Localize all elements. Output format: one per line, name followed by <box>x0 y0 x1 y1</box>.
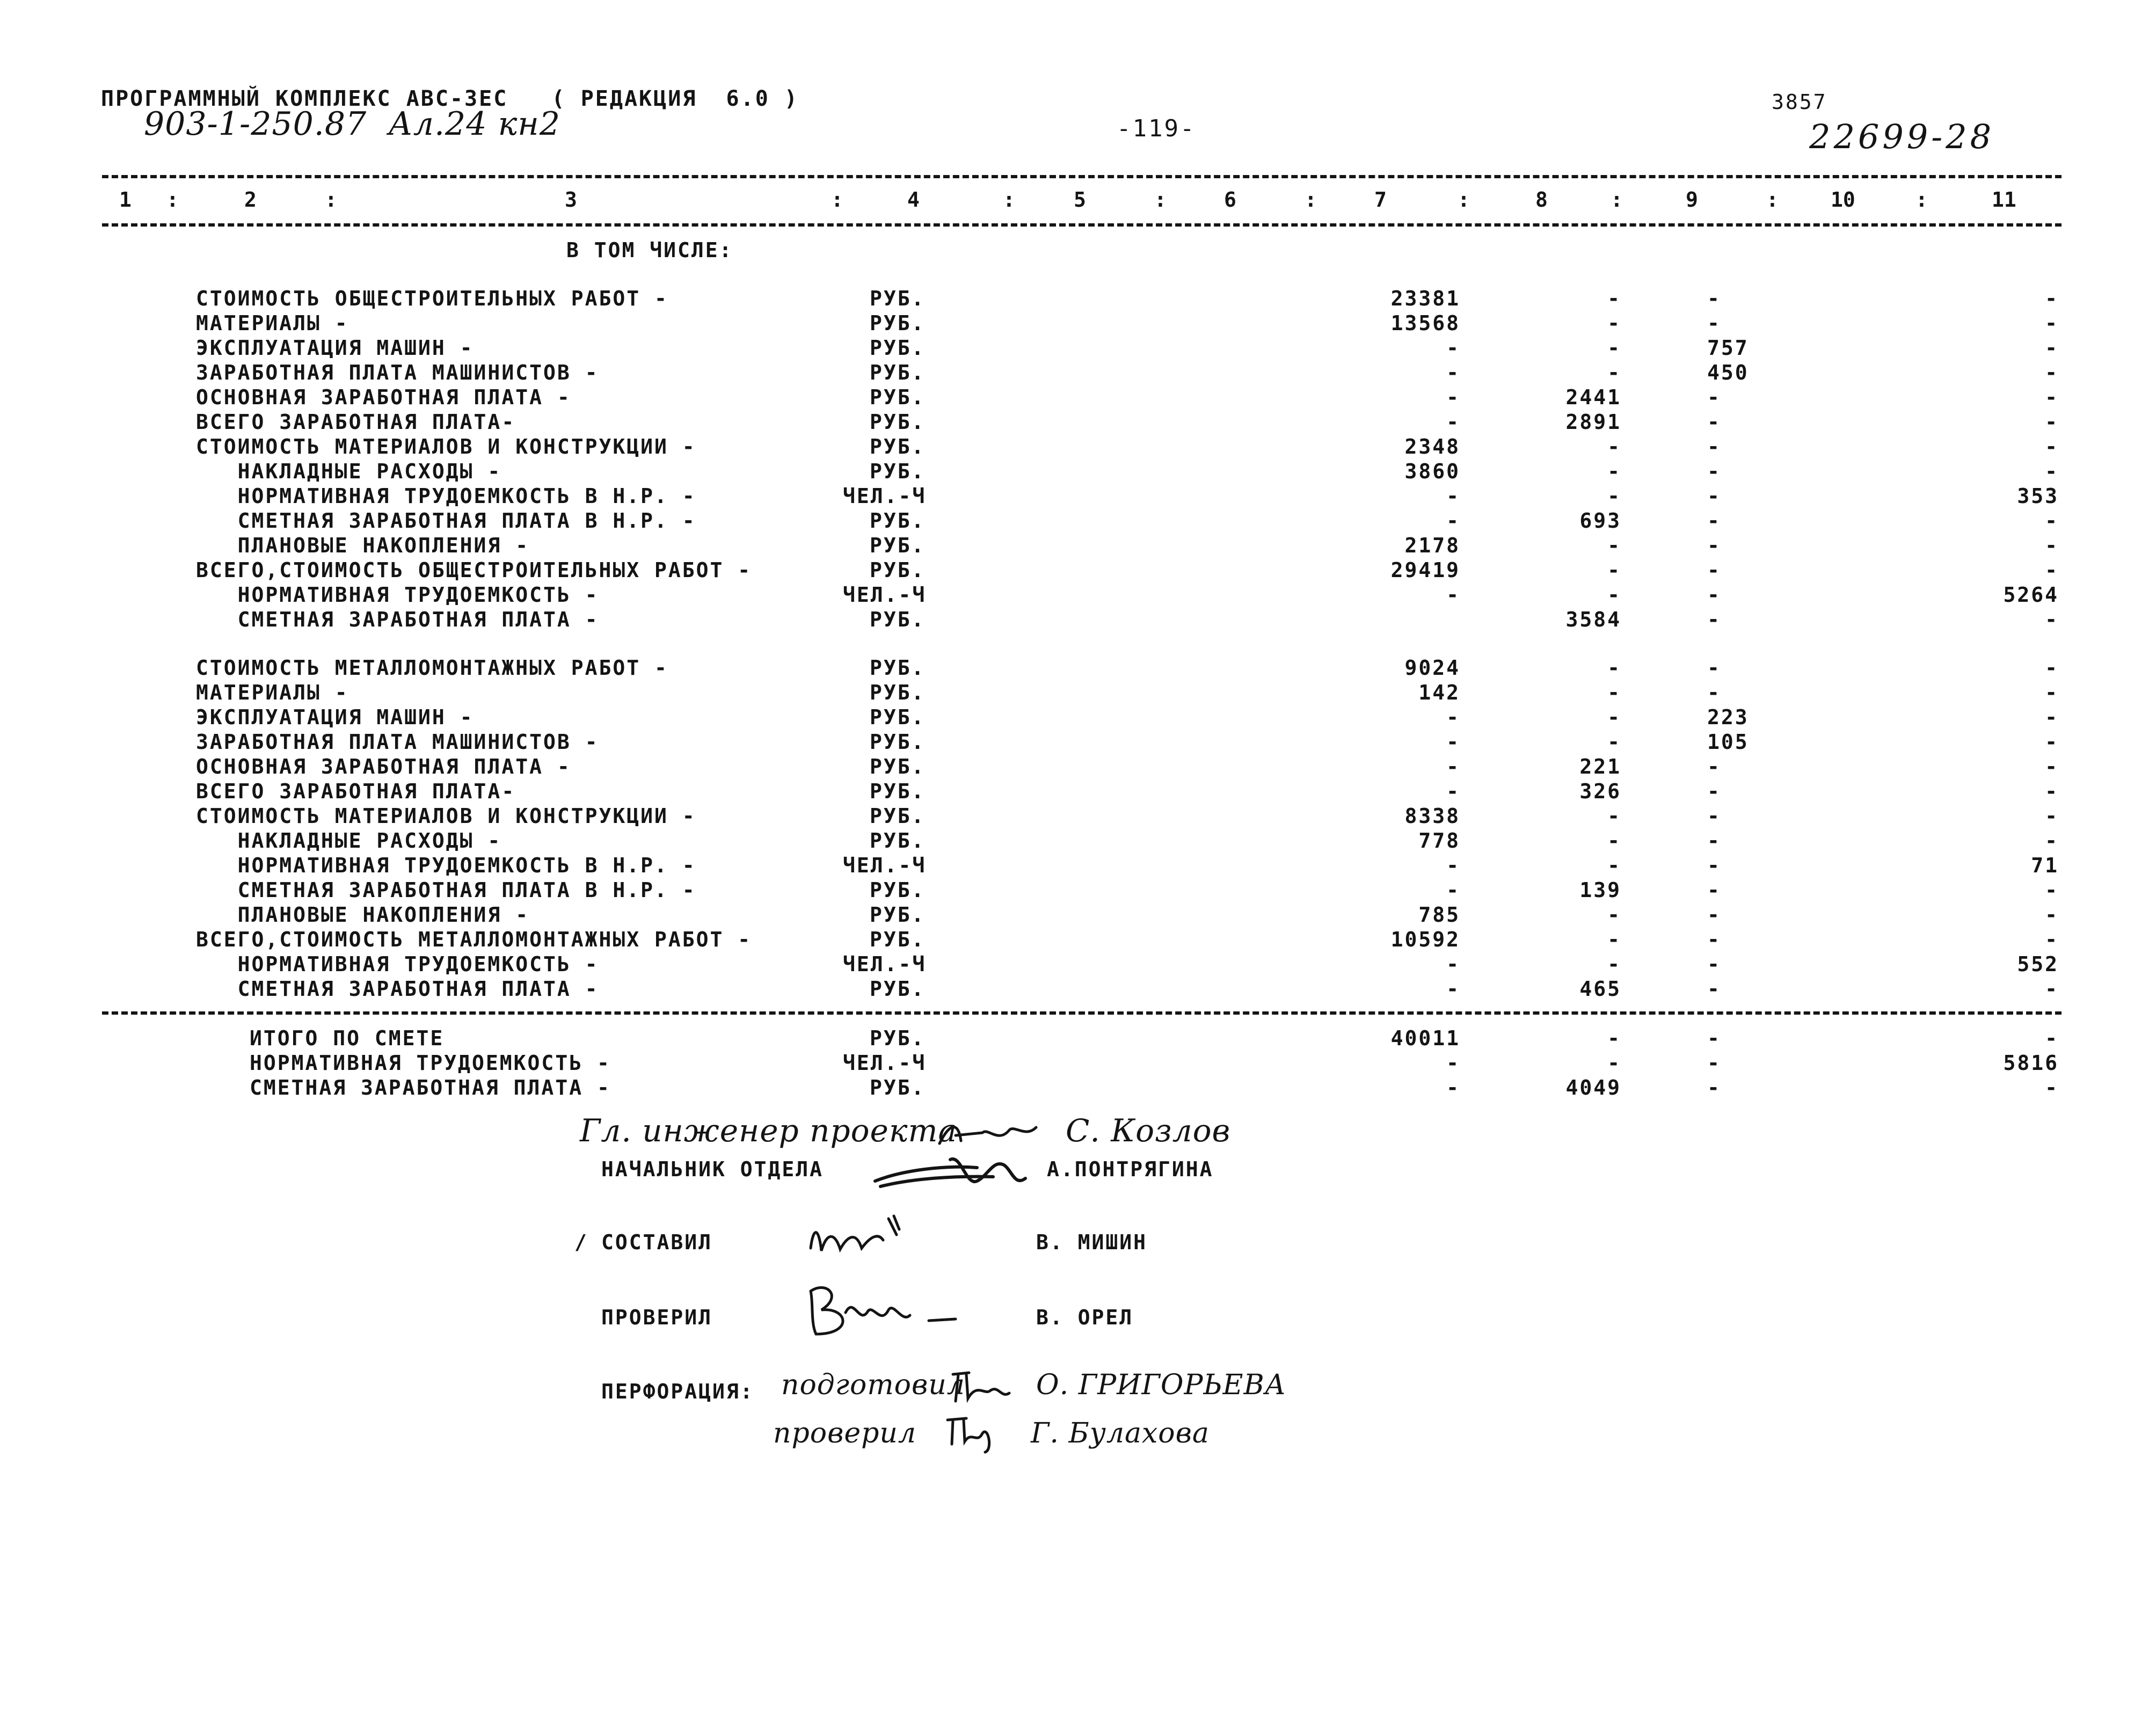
cell-col8: - <box>1607 484 1621 508</box>
row-unit: РУБ. <box>870 534 926 557</box>
cell-col8: 3584 <box>1565 608 1621 631</box>
cell-col8: - <box>1607 1051 1621 1075</box>
row-unit: ЧЕЛ.-Ч <box>843 854 927 877</box>
perforation-checked-name: Г. Булахова <box>1031 1417 1210 1449</box>
cell-col8: 139 <box>1579 878 1621 902</box>
row-label: СТОИМОСТЬ МАТЕРИАЛОВ И КОНСТРУКЦИИ - <box>196 435 696 458</box>
cell-col8: - <box>1607 656 1621 680</box>
cell-col11: - <box>2045 977 2059 1001</box>
cell-col11: - <box>2045 361 2059 384</box>
table-row <box>0 878 2156 903</box>
cell-col8: - <box>1607 287 1621 310</box>
cell-col9: - <box>1707 854 1721 877</box>
table-row <box>0 755 2156 779</box>
cell-col7: - <box>1446 854 1460 877</box>
row-unit: ЧЕЛ.-Ч <box>843 1051 927 1075</box>
perforation-label: ПЕРФОРАЦИЯ: <box>601 1380 754 1403</box>
row-label: СМЕТНАЯ ЗАРАБОТНАЯ ПЛАТА - <box>196 977 599 1001</box>
cell-col11: - <box>2045 435 2059 458</box>
column-number: 2 <box>244 188 257 212</box>
table-row <box>0 410 2156 435</box>
cell-col11: - <box>2045 311 2059 335</box>
row-label: ОСНОВНАЯ ЗАРАБОТНАЯ ПЛАТА - <box>196 385 571 409</box>
dept-head-label: НАЧАЛЬНИК ОТДЕЛА <box>601 1157 824 1181</box>
cell-col7: - <box>1446 410 1460 434</box>
table-row <box>0 1051 2156 1076</box>
row-unit: РУБ. <box>870 779 926 803</box>
cell-col9: - <box>1707 311 1721 335</box>
table-row <box>0 460 2156 484</box>
row-label: ЗАРАБОТНАЯ ПЛАТА МАШИНИСТОВ - <box>196 361 599 384</box>
cell-col7: - <box>1446 977 1460 1001</box>
row-label: НОРМАТИВНАЯ ТРУДОЕМКОСТЬ - <box>196 952 599 976</box>
chief-engineer-title: Гл. инженер проекта <box>580 1112 958 1149</box>
cell-col11: - <box>2045 1076 2059 1099</box>
cell-col7: - <box>1446 705 1460 729</box>
cell-col11: 71 <box>2031 854 2059 877</box>
cell-col11: - <box>2045 534 2059 557</box>
cell-col7: 40011 <box>1390 1026 1460 1050</box>
metal-works-block <box>0 656 2156 1005</box>
compiled-signature <box>803 1211 910 1264</box>
column-number: 11 <box>1992 188 2016 212</box>
row-unit: РУБ. <box>870 705 926 729</box>
cell-col7: 10592 <box>1390 928 1460 951</box>
cell-col7: - <box>1446 878 1460 902</box>
row-label: СМЕТНАЯ ЗАРАБОТНАЯ ПЛАТА - <box>196 608 599 631</box>
compiled-label: СОСТАВИЛ <box>601 1230 713 1254</box>
cell-col9: - <box>1707 608 1721 631</box>
cell-col8: - <box>1607 705 1621 729</box>
totals-rule <box>102 1011 2062 1015</box>
cell-col7: - <box>1446 952 1460 976</box>
cell-col7: 3860 <box>1404 460 1460 483</box>
cell-col9: - <box>1707 509 1721 533</box>
table-row <box>0 336 2156 361</box>
row-unit: РУБ. <box>870 1026 926 1050</box>
checked-signature <box>795 1280 972 1345</box>
table-row <box>0 311 2156 336</box>
row-unit: ЧЕЛ.-Ч <box>843 583 927 607</box>
table-row <box>0 1026 2156 1051</box>
table-row <box>0 903 2156 928</box>
cell-col9: - <box>1707 435 1721 458</box>
table-row <box>0 779 2156 804</box>
cell-col7: - <box>1446 779 1460 803</box>
row-unit: РУБ. <box>870 928 926 951</box>
column-number: 8 <box>1535 188 1548 212</box>
row-unit: РУБ. <box>870 287 926 310</box>
row-label: СТОИМОСТЬ МЕТАЛЛОМОНТАЖНЫХ РАБОТ - <box>196 656 668 680</box>
table-row <box>0 705 2156 730</box>
cell-col11: - <box>2045 681 2059 704</box>
cell-col11: - <box>2045 903 2059 927</box>
table-row <box>0 928 2156 952</box>
table-row <box>0 854 2156 878</box>
column-number: 9 <box>1686 188 1698 212</box>
cell-col9: - <box>1707 878 1721 902</box>
row-label: МАТЕРИАЛЫ - <box>196 681 349 704</box>
row-label: ВСЕГО ЗАРАБОТНАЯ ПЛАТА- <box>196 410 516 434</box>
cell-col8: 326 <box>1579 779 1621 803</box>
row-unit: РУБ. <box>870 878 926 902</box>
project-reference: 903-1-250.87 Ал.24 кн2 <box>144 105 560 143</box>
cell-col9: - <box>1707 385 1721 409</box>
column-separator: : <box>1611 188 1623 212</box>
row-label: СТОИМОСТЬ ОБЩЕСТРОИТЕЛЬНЫХ РАБОТ - <box>196 287 668 310</box>
table-row <box>0 1076 2156 1101</box>
cell-col7: 778 <box>1418 829 1460 853</box>
row-label: ПЛАНОВЫЕ НАКОПЛЕНИЯ - <box>196 903 530 927</box>
row-unit: РУБ. <box>870 385 926 409</box>
column-separator: : <box>325 188 337 212</box>
cell-col8: - <box>1607 558 1621 582</box>
row-label: СМЕТНАЯ ЗАРАБОТНАЯ ПЛАТА В Н.Р. - <box>196 878 696 902</box>
cell-col11: 552 <box>2017 952 2059 976</box>
cell-col9: - <box>1707 952 1721 976</box>
column-separator: : <box>1003 188 1015 212</box>
column-separator: : <box>1915 188 1928 212</box>
column-separator: : <box>1154 188 1167 212</box>
dept-head-signature <box>870 1149 1036 1197</box>
cell-col8: - <box>1607 336 1621 360</box>
cell-col8: - <box>1607 311 1621 335</box>
row-label: СТОИМОСТЬ МАТЕРИАЛОВ И КОНСТРУКЦИИ - <box>196 804 696 828</box>
row-unit: РУБ. <box>870 608 926 631</box>
cell-col8: - <box>1607 435 1621 458</box>
general-works-block <box>0 287 2156 636</box>
cell-col8: 4049 <box>1565 1076 1621 1099</box>
cell-col8: - <box>1607 854 1621 877</box>
row-label: НОРМАТИВНАЯ ТРУДОЕМКОСТЬ - <box>250 1051 611 1075</box>
row-label: ЭКСПЛУАТАЦИЯ МАШИН - <box>196 336 474 360</box>
cell-col9: - <box>1707 287 1721 310</box>
row-unit: РУБ. <box>870 410 926 434</box>
cell-col9: - <box>1707 804 1721 828</box>
cell-col9: 450 <box>1707 361 1749 384</box>
page-number: -119- <box>1117 115 1196 142</box>
row-unit: РУБ. <box>870 509 926 533</box>
table-row <box>0 385 2156 410</box>
document-number: 22699-28 <box>1809 117 1995 156</box>
cell-col7: - <box>1446 361 1460 384</box>
cell-col11: - <box>2045 608 2059 631</box>
cell-col8: - <box>1607 460 1621 483</box>
row-unit: РУБ. <box>870 311 926 335</box>
column-number: 4 <box>907 188 920 212</box>
cell-col9: - <box>1707 1076 1721 1099</box>
cell-col11: - <box>2045 804 2059 828</box>
cell-col8: - <box>1607 534 1621 557</box>
column-separator: : <box>1766 188 1779 212</box>
row-label: СМЕТНАЯ ЗАРАБОТНАЯ ПЛАТА - <box>250 1076 611 1099</box>
column-separator: : <box>1305 188 1317 212</box>
cell-col11: - <box>2045 779 2059 803</box>
cell-col9: - <box>1707 656 1721 680</box>
cell-col8: - <box>1607 952 1621 976</box>
column-separator: : <box>1458 188 1470 212</box>
column-separator: : <box>831 188 843 212</box>
checked-label: ПРОВЕРИЛ <box>601 1306 713 1329</box>
cell-col7: 2178 <box>1404 534 1460 557</box>
row-label: МАТЕРИАЛЫ - <box>196 311 349 335</box>
chief-engineer-name: С. Козлов <box>1066 1112 1231 1149</box>
table-row <box>0 287 2156 311</box>
row-label: СМЕТНАЯ ЗАРАБОТНАЯ ПЛАТА В Н.Р. - <box>196 509 696 533</box>
row-label: ВСЕГО ЗАРАБОТНАЯ ПЛАТА- <box>196 779 516 803</box>
cell-col7: 785 <box>1418 903 1460 927</box>
cell-col7: - <box>1446 509 1460 533</box>
column-number: 10 <box>1831 188 1855 212</box>
cell-col9: - <box>1707 755 1721 778</box>
perforation-checked-title: проверил <box>773 1417 917 1449</box>
cell-col9: - <box>1707 1026 1721 1050</box>
cell-col7: 13568 <box>1390 311 1460 335</box>
row-unit: ЧЕЛ.-Ч <box>843 484 927 508</box>
row-unit: РУБ. <box>870 361 926 384</box>
table-row <box>0 361 2156 385</box>
cell-col8: 221 <box>1579 755 1621 778</box>
cell-col11: - <box>2045 730 2059 754</box>
cell-col11: - <box>2045 287 2059 310</box>
cell-col8: - <box>1607 730 1621 754</box>
table-row <box>0 558 2156 583</box>
cell-col11: - <box>2045 928 2059 951</box>
cell-col7: - <box>1446 583 1460 607</box>
row-unit: РУБ. <box>870 755 926 778</box>
cell-col8: - <box>1607 361 1621 384</box>
row-unit: РУБ. <box>870 656 926 680</box>
table-row <box>0 730 2156 755</box>
table-row <box>0 656 2156 681</box>
cell-col11: 5264 <box>2003 583 2059 607</box>
table-row <box>0 608 2156 632</box>
table-row <box>0 829 2156 854</box>
cell-col8: - <box>1607 903 1621 927</box>
column-number: 3 <box>565 188 577 212</box>
column-number: 5 <box>1074 188 1086 212</box>
cell-col9: - <box>1707 410 1721 434</box>
cell-col9: - <box>1707 829 1721 853</box>
cell-col11: - <box>2045 656 2059 680</box>
perforation-prepared-title: подготовил <box>781 1369 965 1401</box>
row-unit: ЧЕЛ.-Ч <box>843 952 927 976</box>
cell-col7: - <box>1446 730 1460 754</box>
table-row <box>0 583 2156 608</box>
table-row <box>0 509 2156 534</box>
row-unit: РУБ. <box>870 681 926 704</box>
row-label: ОСНОВНАЯ ЗАРАБОТНАЯ ПЛАТА - <box>196 755 571 778</box>
row-label: ВСЕГО,СТОИМОСТЬ МЕТАЛЛОМОНТАЖНЫХ РАБОТ - <box>196 928 752 951</box>
column-number: 7 <box>1374 188 1387 212</box>
row-unit: РУБ. <box>870 336 926 360</box>
row-label: НОРМАТИВНАЯ ТРУДОЕМКОСТЬ - <box>196 583 599 607</box>
compiled-mark: / <box>574 1230 588 1254</box>
row-label: НОРМАТИВНАЯ ТРУДОЕМКОСТЬ В Н.Р. - <box>196 484 696 508</box>
cell-col9: - <box>1707 928 1721 951</box>
cell-col9: - <box>1707 460 1721 483</box>
program-header: ПРОГРАММНЫЙ КОМПЛЕКС АВС-ЗЕС ( РЕДАКЦИЯ 6.0 ) <box>101 86 799 111</box>
cell-col11: - <box>2045 385 2059 409</box>
estimate-totals-block <box>0 1026 2156 1102</box>
cell-col7: 142 <box>1418 681 1460 704</box>
cell-col8: 2441 <box>1565 385 1621 409</box>
cell-col8: 465 <box>1579 977 1621 1001</box>
table-row <box>0 804 2156 829</box>
cell-col7: - <box>1446 484 1460 508</box>
cell-col8: - <box>1607 1026 1621 1050</box>
column-separator: : <box>166 188 179 212</box>
cell-col9: - <box>1707 558 1721 582</box>
cell-col7: - <box>1446 1051 1460 1075</box>
sheet-code: 3857 <box>1772 90 1827 114</box>
cell-col8: - <box>1607 829 1621 853</box>
cell-col9: 757 <box>1707 336 1749 360</box>
dept-head-name: А.ПОНТРЯГИНА <box>1047 1157 1214 1181</box>
section-caption: В ТОМ ЧИСЛЕ: <box>566 238 733 262</box>
cell-col11: - <box>2045 509 2059 533</box>
perforation-checked-signature <box>942 1412 1001 1455</box>
cell-col9: - <box>1707 977 1721 1001</box>
cell-col7: 29419 <box>1390 558 1460 582</box>
cell-col8: - <box>1607 681 1621 704</box>
table-header-rule <box>102 223 2062 227</box>
row-unit: РУБ. <box>870 804 926 828</box>
cell-col11: - <box>2045 460 2059 483</box>
cell-col8: 2891 <box>1565 410 1621 434</box>
row-unit: РУБ. <box>870 435 926 458</box>
row-unit: РУБ. <box>870 1076 926 1099</box>
cell-col9: - <box>1707 681 1721 704</box>
cell-col8: - <box>1607 583 1621 607</box>
cell-col11: - <box>2045 878 2059 902</box>
cell-col9: - <box>1707 484 1721 508</box>
row-label: НАКЛАДНЫЕ РАСХОДЫ - <box>196 460 502 483</box>
row-unit: РУБ. <box>870 730 926 754</box>
row-unit: РУБ. <box>870 558 926 582</box>
table-row <box>0 534 2156 558</box>
cell-col11: - <box>2045 1026 2059 1050</box>
compiled-name: В. МИШИН <box>1036 1230 1148 1254</box>
cell-col9: - <box>1707 534 1721 557</box>
column-number: 1 <box>119 188 132 212</box>
cell-col11: 353 <box>2017 484 2059 508</box>
row-label: ПЛАНОВЫЕ НАКОПЛЕНИЯ - <box>196 534 530 557</box>
row-unit: РУБ. <box>870 903 926 927</box>
cell-col11: - <box>2045 558 2059 582</box>
checked-name: В. ОРЕЛ <box>1036 1306 1134 1329</box>
row-label: НАКЛАДНЫЕ РАСХОДЫ - <box>196 829 502 853</box>
row-unit: РУБ. <box>870 460 926 483</box>
cell-col11: - <box>2045 705 2059 729</box>
table-top-rule <box>102 175 2062 178</box>
cell-col8: 693 <box>1579 509 1621 533</box>
row-label: ВСЕГО,СТОИМОСТЬ ОБЩЕСТРОИТЕЛЬНЫХ РАБОТ - <box>196 558 752 582</box>
cell-col11: - <box>2045 410 2059 434</box>
cell-col7: 2348 <box>1404 435 1460 458</box>
row-unit: РУБ. <box>870 829 926 853</box>
row-label: ИТОГО ПО СМЕТЕ <box>250 1026 445 1050</box>
perforation-prepared-signature <box>948 1366 1012 1409</box>
row-label: ЗАРАБОТНАЯ ПЛАТА МАШИНИСТОВ - <box>196 730 599 754</box>
cell-col9: - <box>1707 903 1721 927</box>
cell-col11: 5816 <box>2003 1051 2059 1075</box>
cell-col8: - <box>1607 928 1621 951</box>
cell-col7: - <box>1446 1076 1460 1099</box>
table-row <box>0 952 2156 977</box>
cell-col11: - <box>2045 755 2059 778</box>
table-row <box>0 484 2156 509</box>
row-unit: РУБ. <box>870 977 926 1001</box>
column-number: 6 <box>1224 188 1236 212</box>
cell-col7: - <box>1446 385 1460 409</box>
row-label: ЭКСПЛУАТАЦИЯ МАШИН - <box>196 705 474 729</box>
cell-col11: - <box>2045 336 2059 360</box>
cell-col9: - <box>1707 1051 1721 1075</box>
cell-col7: 9024 <box>1404 656 1460 680</box>
row-label: НОРМАТИВНАЯ ТРУДОЕМКОСТЬ В Н.Р. - <box>196 854 696 877</box>
table-row <box>0 977 2156 1002</box>
column-number-row <box>0 188 2156 213</box>
cell-col9: 105 <box>1707 730 1749 754</box>
cell-col7: - <box>1446 755 1460 778</box>
table-row <box>0 435 2156 460</box>
cell-col7: 8338 <box>1404 804 1460 828</box>
cell-col11: - <box>2045 829 2059 853</box>
perforation-prepared-name: О. ГРИГОРЬЕВА <box>1036 1369 1287 1401</box>
cell-col9: - <box>1707 583 1721 607</box>
cell-col7: 23381 <box>1390 287 1460 310</box>
table-row <box>0 681 2156 705</box>
cell-col8: - <box>1607 804 1621 828</box>
cell-col9: 223 <box>1707 705 1749 729</box>
cell-col7: - <box>1446 336 1460 360</box>
cell-col9: - <box>1707 779 1721 803</box>
